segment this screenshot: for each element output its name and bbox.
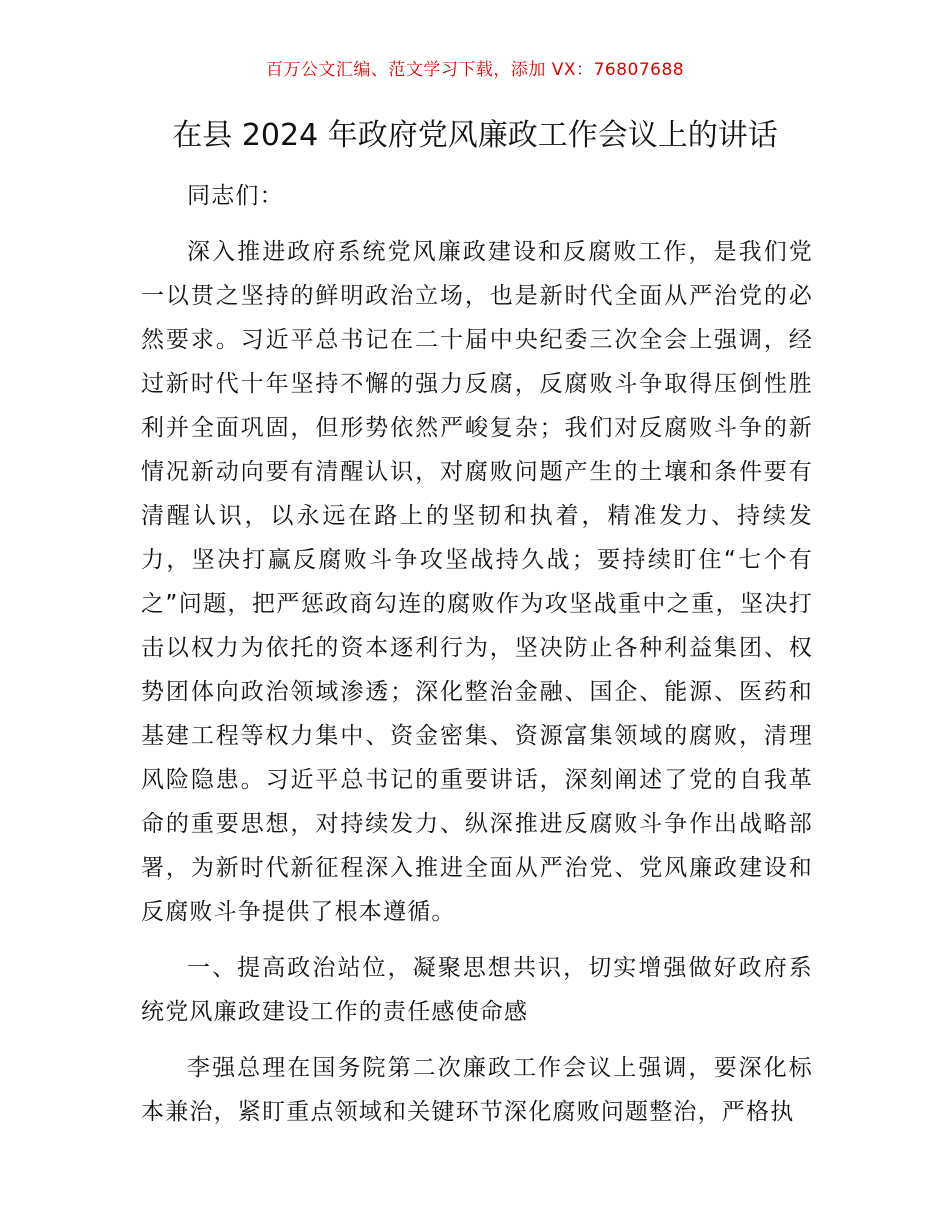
document-title: 在县 2024 年政府党风廉政工作会议上的讲话 bbox=[172, 118, 778, 153]
body-paragraph: 李强总理在国务院第二次廉政工作会议上强调，要深化标本兼治，紧盯重点领域和关键环节深化腐败问题整治，严格执 bbox=[141, 1055, 813, 1125]
document-body bbox=[141, 174, 813, 1146]
salutation: 同志们： bbox=[187, 183, 284, 209]
body-paragraph: 深入推进政府系统党风廉政建设和反腐败工作，是我们党一以贯之坚持的鲜明政治立场，也是新时代全面从严治党的必然要求。习近平总书记在二十届中央纪委三次全会上强调，经过新时代十年坚持不懈的强力反腐，反腐败斗争取得压倒性胜利并全面巩固，但形势依然严峻复杂；我们对反腐败斗争的新情况新动向要有清醒认识，对腐败问题产生的土壤和条件要有清醒认识，以永远在路上的坚韧和执着，精准发力、持续发力，坚决打赢反腐败斗争攻坚战持久战；要持续盯住“七个有之”问题，把严惩政商勾连的腐败作为攻坚战重中之重，坚决打击以权力为依托的资本逐利行为，坚决防止各种利益集团、权势团体向政治领域渗透；深化整治金融、国企、能源、医药和基建工程等权力集中、资金密集、资源富集领域的腐败，清理风险隐患。习近平总书记的重要讲话，深刻阐述了党的自我革命的重要思想，对持续发力、纵深推进反腐败斗争作出战略部署，为新时代新征程深入推进全面从严治党、党风廉政建设和反腐败斗争提供了根本遵循。 bbox=[141, 239, 813, 925]
promo-banner: 百万公文汇编、范文学习下载，添加 VX：76807688 bbox=[265, 60, 685, 80]
section-heading: 一、提高政治站位，凝聚思想共识，切实增强做好政府系统党风廉政建设工作的责任感使命感 bbox=[141, 955, 813, 1025]
